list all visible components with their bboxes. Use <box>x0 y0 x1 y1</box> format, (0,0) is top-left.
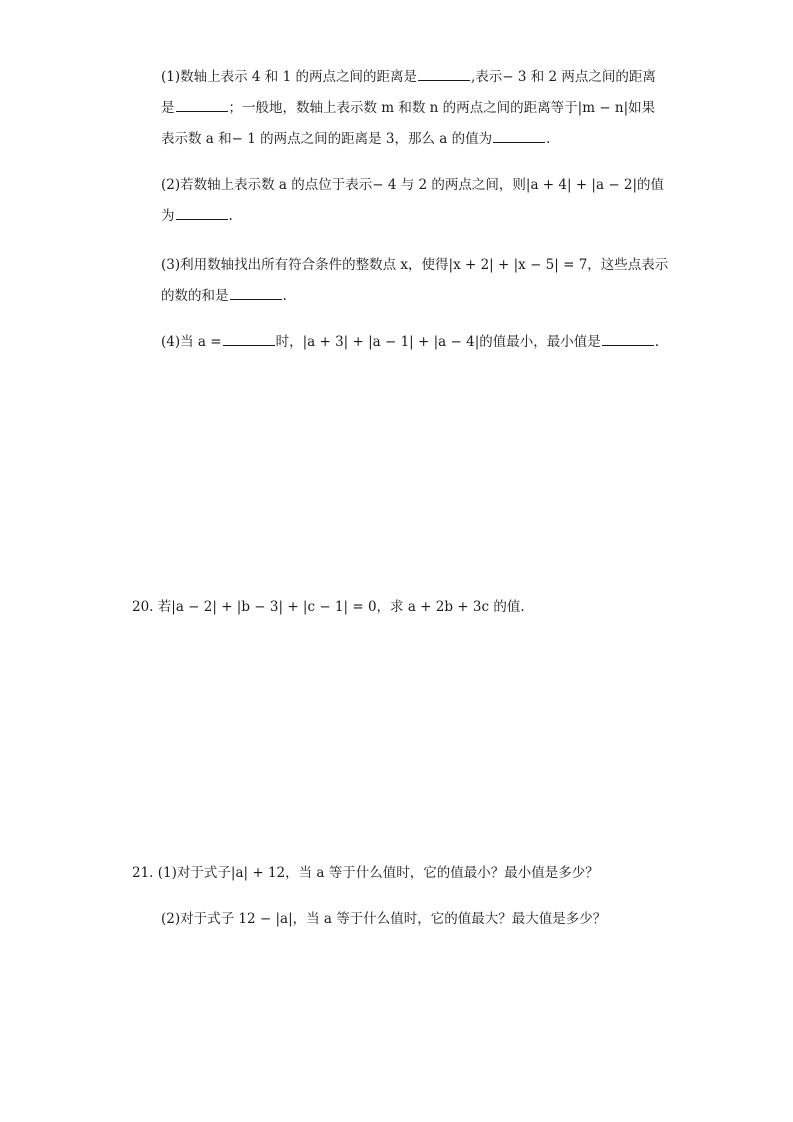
p19-part3-text-b: 的数的和是 <box>161 288 229 304</box>
p19-part4-text-a: (4)当 a = <box>161 334 222 350</box>
p19-part3-line1 <box>161 250 668 281</box>
p19-part1-text-f: . <box>546 131 551 147</box>
p19-part4-line1 <box>161 327 659 358</box>
p19-part4-text-c: . <box>654 334 660 350</box>
p19-part3-line2 <box>161 281 668 312</box>
problem20 <box>132 592 525 623</box>
p19-part2-text-b: 为 <box>161 208 175 224</box>
p19-part2-line2 <box>161 201 664 232</box>
problem21 <box>132 858 599 889</box>
p19-part1-line2 <box>161 93 656 124</box>
answer-blank[interactable] <box>602 330 654 346</box>
answer-blank[interactable] <box>418 65 470 81</box>
p20-number: 20. <box>132 599 154 615</box>
problem19-part2 <box>161 170 664 232</box>
p19-part1-text-a: (1)数轴上表示 4 和 1 的两点之间的距离是 <box>161 69 417 85</box>
p19-part2-line1 <box>161 170 664 201</box>
p19-part1-line3 <box>161 124 656 155</box>
p21-number: 21. <box>132 865 154 881</box>
p21-line2 <box>161 904 606 935</box>
p19-part1-text-d: ；一般地，数轴上表示数 m 和数 n 的两点之间的距离等于|m − n|如果 <box>228 100 656 116</box>
p19-part2-text-a: (2)若数轴上表示数 a 的点位于表示− 4 与 2 的两点之间，则|a + 4| + |a − 2|的值 <box>161 177 665 193</box>
p21-line1 <box>132 858 599 889</box>
problem19-part3 <box>161 250 668 312</box>
p20-text: 若|a − 2| + |b − 3| + |c − 1| = 0，求 a + 2b + 3c 的值. <box>157 599 525 615</box>
p19-part3-text-c: . <box>282 288 287 304</box>
p21-part1: (1)对于式子|a| + 12，当 a 等于什么值时，它的值最小？最小值是多少？ <box>157 865 599 881</box>
problem21-part2 <box>161 904 606 935</box>
answer-blank[interactable] <box>223 330 275 346</box>
p19-part4-text-b: 时，|a + 3| + |a − 1| + |a − 4|的值最小，最小值是 <box>275 334 601 350</box>
p21-part2: (2)对于式子 12 − |a|，当 a 等于什么值时，它的值最大？最大值是多少？ <box>161 911 607 927</box>
p19-part1-line1 <box>161 62 656 93</box>
p20-line <box>132 592 525 623</box>
p19-part2-text-c: . <box>228 208 233 224</box>
p19-part1-text-e: 表示数 a 和− 1 的两点之间的距离是 3，那么 a 的值为 <box>161 131 493 147</box>
problem19-part4 <box>161 327 659 358</box>
p19-part1-text-c: 是 <box>161 100 175 116</box>
answer-blank[interactable] <box>176 204 228 220</box>
answer-blank[interactable] <box>230 284 282 300</box>
p19-part3-text-a: (3)利用数轴找出所有符合条件的整数点 x，使得|x + 2| + |x − 5| = 7，这些点表示 <box>161 257 669 273</box>
answer-blank[interactable] <box>493 127 545 143</box>
problem19-part1 <box>161 62 656 155</box>
answer-blank[interactable] <box>176 96 228 112</box>
p19-part1-text-b: ,表示− 3 和 2 两点之间的距离 <box>470 69 656 85</box>
